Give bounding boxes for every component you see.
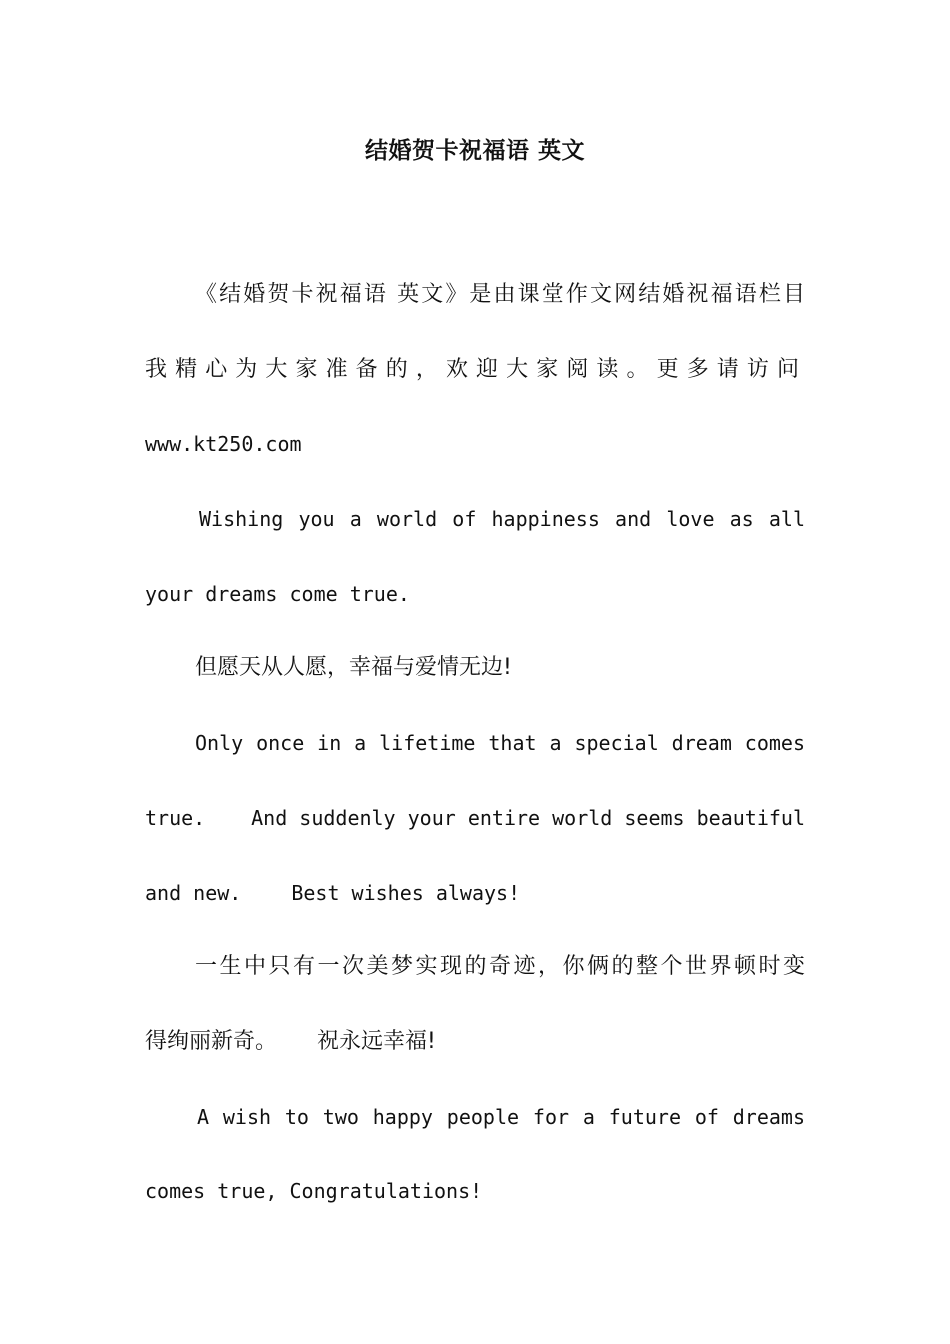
wish-2-line-1: 但愿天从人愿，幸福与爱情无边! [195,655,512,681]
wish-3-line-3a: and new. [145,880,242,905]
wish-1-line-1: Wishing you a world of happiness and love as all [199,507,805,532]
wish-paragraph-1 [145,482,805,631]
wish-3-line-3 [145,856,805,931]
wish-paragraph-4 [145,930,805,1079]
document-title: 结婚贺卡祝福语 英文 [364,138,585,164]
wish-5-line-1: A wish to two happy people for a future of dreams [197,1104,805,1129]
wish-3-line-3b: Best wishes always! [291,880,521,905]
wish-4-line-1: 一生中只有一次美梦实现的奇迹，你俩的整个世界顿时变 [195,954,805,980]
wish-4-line-2 [145,1005,805,1080]
wish-3-line-1: Only once in a lifetime that a special dream comes [195,731,805,756]
wish-1-line-2: your dreams come true. [145,581,410,606]
wish-paragraph-3 [145,706,805,930]
wish-5-line-2: comes true, Congratulations! [145,1179,483,1204]
wish-paragraph-5 [145,1080,805,1229]
wish-3-line-2b: And suddenly your entire world seems beautiful [251,805,805,830]
intro-line-1: 《结婚贺卡祝福语 英文》是由课堂作文网结婚祝福语栏目 [195,282,805,307]
wish-4-line-2a: 得绚丽新奇。 [145,1028,278,1054]
intro-line-2: 我精心为大家准备的，欢迎大家阅读。更多请访问 [145,356,805,382]
wish-paragraph-2 [145,631,805,706]
wish-4-line-2b: 祝永远幸福! [317,1028,436,1054]
wish-3-line-2 [145,781,805,856]
intro-url: www.kt250.com [145,432,302,457]
wish-3-line-2a: true. [145,805,206,830]
document-body [145,258,805,1229]
intro-paragraph [145,258,805,482]
